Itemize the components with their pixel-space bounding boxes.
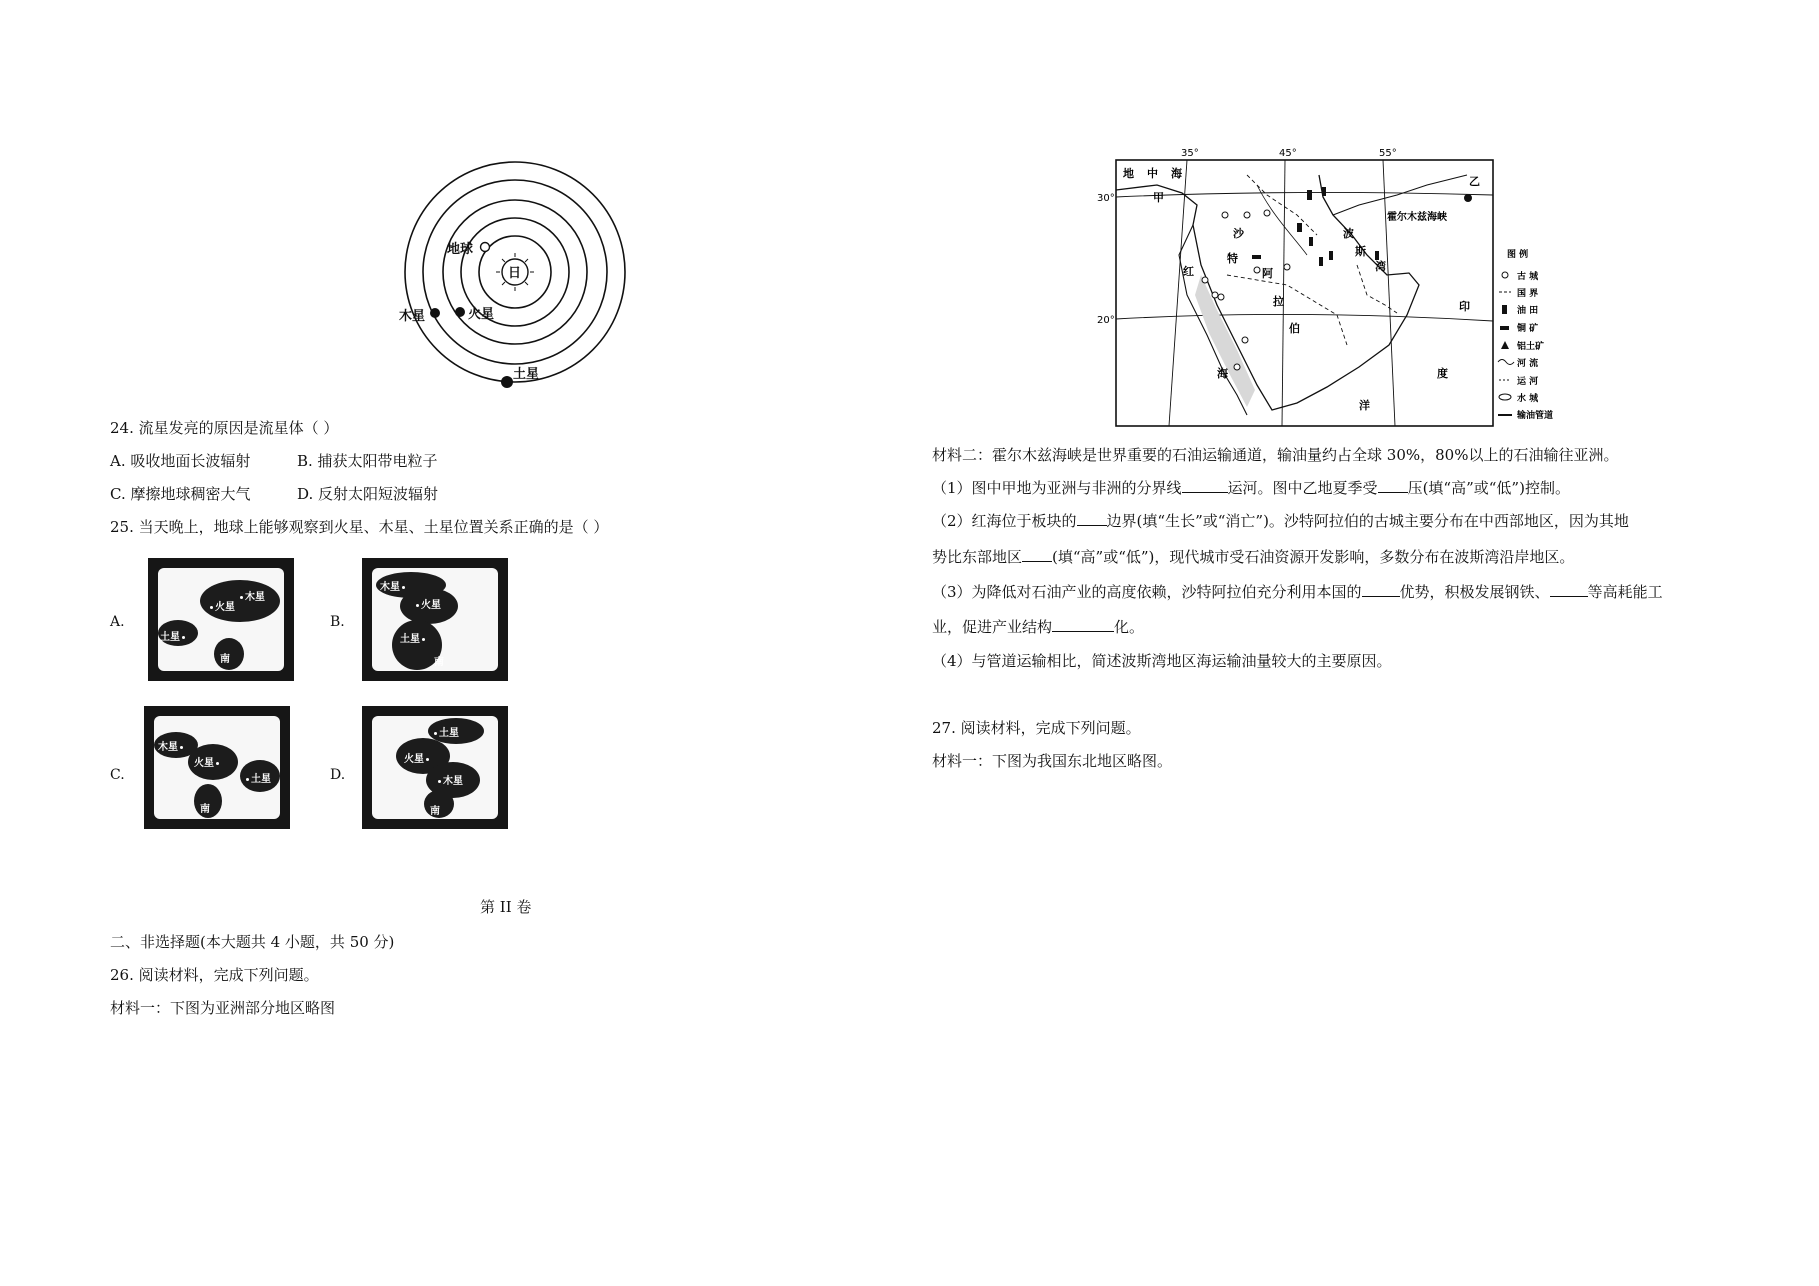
legend-water-city: 水 城 <box>1517 394 1539 404</box>
place-hong: 红 <box>1183 265 1194 278</box>
jupiter-label: 木星 <box>380 582 400 593</box>
q26-2-part-c: 势比东部地区 <box>932 548 1023 566</box>
south-label: 南 <box>430 806 440 817</box>
answer-blank[interactable] <box>1182 478 1228 493</box>
lat-20-label: 20° <box>1097 315 1115 326</box>
place-si: 斯 <box>1355 245 1366 258</box>
answer-blank[interactable] <box>1362 582 1400 597</box>
jupiter-label: 木星 <box>443 776 463 787</box>
place-hormuz: 霍尔木兹海峡 <box>1387 212 1447 223</box>
legend-pipeline: 输油管道 <box>1517 411 1554 421</box>
lon-45-label: 45° <box>1279 148 1297 159</box>
saturn-label: 土星 <box>513 367 540 382</box>
q26-3-line2 <box>932 617 1144 637</box>
q26-2-line2 <box>932 547 1574 567</box>
q26-3-part-a: （3）为降低对石油产业的高度依赖，沙特阿拉伯充分利用本国的 <box>932 583 1362 601</box>
jupiter-label: 木星 <box>158 742 178 753</box>
lon-55-label: 55° <box>1379 148 1397 159</box>
place-hai: 海 <box>1171 167 1182 180</box>
q24-option-a: A. 吸收地面长波辐射 <box>110 452 251 470</box>
mars-label: 火星 <box>215 602 235 613</box>
q26-1-part-a: （1）图中甲地为亚洲与非洲的分界线 <box>932 479 1182 497</box>
q25-option-c-letter: C. <box>110 767 125 783</box>
answer-blank[interactable] <box>1550 582 1588 597</box>
place-sha: 沙 <box>1233 227 1244 240</box>
place-zhong: 中 <box>1147 167 1158 180</box>
q27-material1: 材料一：下图为我国东北地区略图。 <box>932 752 1173 770</box>
q26-1 <box>932 478 1570 498</box>
q26-3-line1 <box>932 582 1663 602</box>
south-label: 南 <box>220 654 230 665</box>
mars-label: 火星 <box>468 307 495 322</box>
mars-icon <box>455 307 465 317</box>
south-label: 南 <box>434 657 444 668</box>
legend-bauxite: 铝土矿 <box>1517 342 1545 352</box>
legend-oil-field: 油 田 <box>1517 306 1539 316</box>
legend-canal: 运 河 <box>1517 377 1539 387</box>
saturn-label: 土星 <box>160 632 180 643</box>
orbit-figure <box>395 160 635 400</box>
q26-2-part-a: （2）红海位于板块的 <box>932 512 1077 530</box>
place-te: 特 <box>1227 252 1238 265</box>
volume-title: 第 II 卷 <box>480 898 532 916</box>
lon-35-label: 35° <box>1181 148 1199 159</box>
material2: 材料二：霍尔木兹海峡是世界重要的石油运输通道，输油量约占全球 30%，80%以上的石油输往亚洲。 <box>932 446 1619 464</box>
q26-2-line1 <box>932 511 1629 531</box>
q25-option-d-image <box>362 706 508 829</box>
mars-label: 火星 <box>404 754 424 765</box>
q24-stem: 24. 流星发亮的原因是流星体（ ） <box>110 419 339 437</box>
place-wan: 湾 <box>1375 260 1386 273</box>
mars-label: 火星 <box>421 600 441 611</box>
q26-3-part-c: 等高耗能工 <box>1587 583 1663 601</box>
place-du: 度 <box>1437 367 1448 380</box>
q26-1-part-c: 压(填“高”或“低”)控制。 <box>1407 479 1570 497</box>
q26-stem: 26. 阅读材料，完成下列问题。 <box>110 966 319 984</box>
place-yi: 乙 <box>1469 175 1480 188</box>
map-drawing <box>1097 145 1572 427</box>
q26-4: （4）与管道运输相比，简述波斯湾地区海运输油量较大的主要原因。 <box>932 652 1392 670</box>
q25-option-a-image <box>148 558 294 681</box>
q25-option-b-image <box>362 558 508 681</box>
place-yang: 洋 <box>1359 399 1370 412</box>
sun-label: 日 <box>508 266 522 281</box>
q25-option-c-image <box>144 706 290 829</box>
jupiter-label: 木星 <box>399 309 426 324</box>
q26-2-part-b: 边界(填“生长”或“消亡”)。沙特阿拉伯的古城主要分布在中西部地区，因为其地 <box>1106 512 1629 530</box>
earth-icon <box>481 243 490 252</box>
q26-material1: 材料一：下图为亚洲部分地区略图 <box>110 999 336 1017</box>
lat-30-label: 30° <box>1097 193 1115 204</box>
section-heading: 二、非选择题(本大题共 4 小题，共 50 分) <box>110 933 395 951</box>
answer-blank[interactable] <box>1378 478 1408 493</box>
saturn-icon <box>501 376 513 388</box>
answer-blank[interactable] <box>1022 547 1052 562</box>
jupiter-label: 木星 <box>245 592 265 603</box>
q26-3-part-d: 业，促进产业结构 <box>932 618 1053 636</box>
place-la: 拉 <box>1273 295 1284 308</box>
answer-blank[interactable] <box>1052 617 1114 632</box>
place-bo-arabia: 伯 <box>1289 322 1300 335</box>
place-di: 地 <box>1123 167 1134 180</box>
place-yin: 印 <box>1459 300 1470 313</box>
legend-copper: 铜 矿 <box>1517 324 1539 334</box>
place-bo: 波 <box>1343 227 1354 240</box>
q26-3-part-e: 化。 <box>1114 618 1145 636</box>
saturn-label: 土星 <box>400 634 420 645</box>
q26-2-part-d: (填“高”或“低”)，现代城市受石油资源开发影响，多数分布在波斯湾沿岸地区。 <box>1052 548 1575 566</box>
saturn-label: 土星 <box>251 774 271 785</box>
q24-option-d: D. 反射太阳短波辐射 <box>297 485 439 503</box>
legend-river: 河 流 <box>1517 359 1539 369</box>
legend-border: 国 界 <box>1517 289 1539 299</box>
legend-title: 图 例 <box>1507 250 1529 260</box>
q25-stem: 25. 当天晚上，地球上能够观察到火星、木星、土星位置关系正确的是（ ） <box>110 518 609 536</box>
jupiter-icon <box>430 308 440 318</box>
q24-option-b: B. 捕获太阳带电粒子 <box>297 452 438 470</box>
answer-blank[interactable] <box>1077 511 1107 526</box>
arabia-map <box>1097 145 1572 427</box>
place-hai-red: 海 <box>1217 367 1228 380</box>
mars-label: 火星 <box>194 758 214 769</box>
q26-1-part-b: 运河。图中乙地夏季受 <box>1227 479 1378 497</box>
place-a: 阿 <box>1262 267 1273 280</box>
earth-label: 地球 <box>447 242 474 257</box>
q25-option-a-letter: A. <box>110 614 125 630</box>
place-jia: 甲 <box>1153 191 1164 204</box>
legend-ancient-city: 古 城 <box>1517 272 1539 282</box>
q25-option-d-letter: D. <box>330 767 346 783</box>
saturn-label: 土星 <box>439 728 459 739</box>
q25-option-b-letter: B. <box>330 614 345 630</box>
q27-stem: 27. 阅读材料，完成下列问题。 <box>932 719 1141 737</box>
south-label: 南 <box>200 804 210 815</box>
q26-3-part-b: 优势，积极发展钢铁、 <box>1399 583 1550 601</box>
q24-option-c: C. 摩擦地球稠密大气 <box>110 485 251 503</box>
